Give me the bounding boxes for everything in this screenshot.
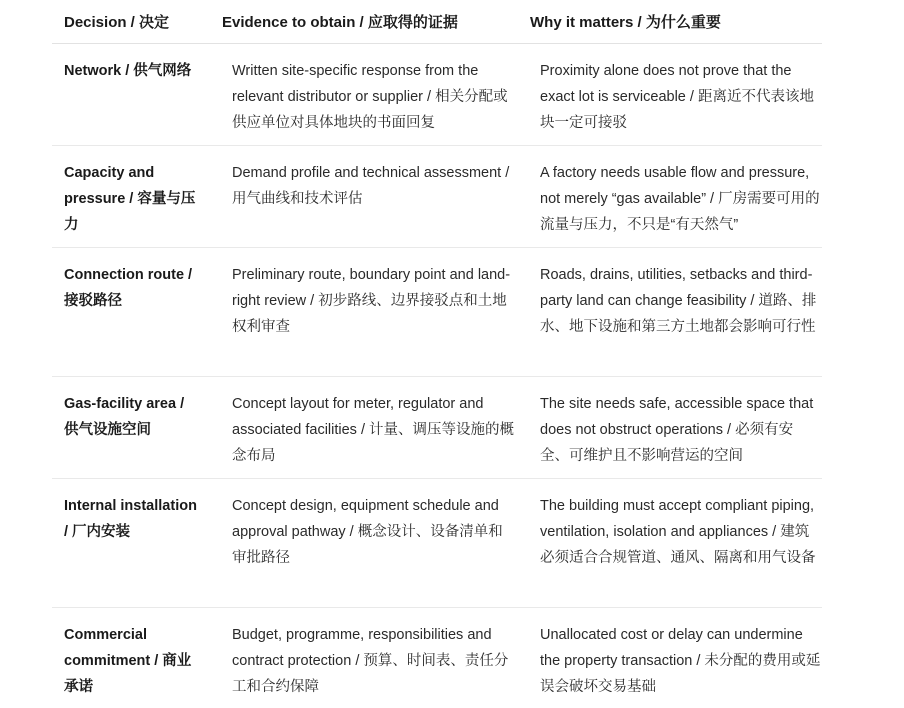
evidence-cell: Written site-specific response from the relevant distributor or supplier / 相关分配或供应单位对具体地块的书面回复 (232, 63, 508, 131)
why-cell: A factory needs usable flow and pressure, not merely “gas available” / 厂房需要可用的流量与压力，不只是“有天然气” (540, 165, 820, 233)
table-row (52, 248, 822, 377)
evidence-table (52, 0, 822, 708)
why-cell: The building must accept compliant piping, ventilation, isolation and appliances / 建筑必须适合合规管道、通风、隔离和用气设备 (540, 498, 816, 566)
header-why: Why it matters / 为什么重要 (530, 14, 721, 31)
why-cell: Proximity alone does not prove that the exact lot is serviceable / 距离近不代表该地块一定可接驳 (540, 63, 814, 131)
evidence-cell: Preliminary route, boundary point and land-right review / 初步路线、边界接驳点和土地权利审查 (232, 267, 511, 335)
decision-cell: Gas-facility area / 供气设施空间 (64, 396, 185, 438)
evidence-cell: Budget, programme, responsibilities and contract protection / 预算、时间表、责任分工和合约保障 (232, 627, 509, 695)
table-row (52, 608, 822, 708)
table-row (52, 146, 822, 248)
decision-cell: Network / 供气网络 (64, 63, 192, 79)
decision-cell: Capacity and pressure / 容量与压力 (64, 165, 196, 233)
evidence-cell: Demand profile and technical assessment / 用气曲线和技术评估 (232, 165, 510, 207)
table-row (52, 377, 822, 479)
table-row (52, 44, 822, 146)
decision-cell: Connection route / 接驳路径 (64, 267, 193, 309)
why-cell: Unallocated cost or delay can undermine the property transaction / 未分配的费用或延误会破坏交易基础 (540, 627, 821, 695)
why-cell: The site needs safe, accessible space that does not obstruct operations / 必须有安全、可维护且不影响营运的空间 (540, 396, 814, 464)
why-cell: Roads, drains, utilities, setbacks and third-party land can change feasibility / 道路、排水、地下设施和第三方土地都会影响可行性 (540, 267, 817, 335)
decision-cell: Internal installation / 厂内安装 (64, 498, 197, 540)
decision-cell: Commercial commitment / 商业承诺 (64, 627, 192, 695)
table-header-row (52, 0, 822, 44)
header-decision: Decision / 决定 (64, 14, 170, 31)
header-evidence: Evidence to obtain / 应取得的证据 (222, 14, 458, 31)
evidence-cell: Concept design, equipment schedule and approval pathway / 概念设计、设备清单和审批路径 (232, 498, 503, 566)
table-row (52, 479, 822, 608)
evidence-cell: Concept layout for meter, regulator and associated facilities / 计量、调压等设施的概念布局 (232, 396, 515, 464)
